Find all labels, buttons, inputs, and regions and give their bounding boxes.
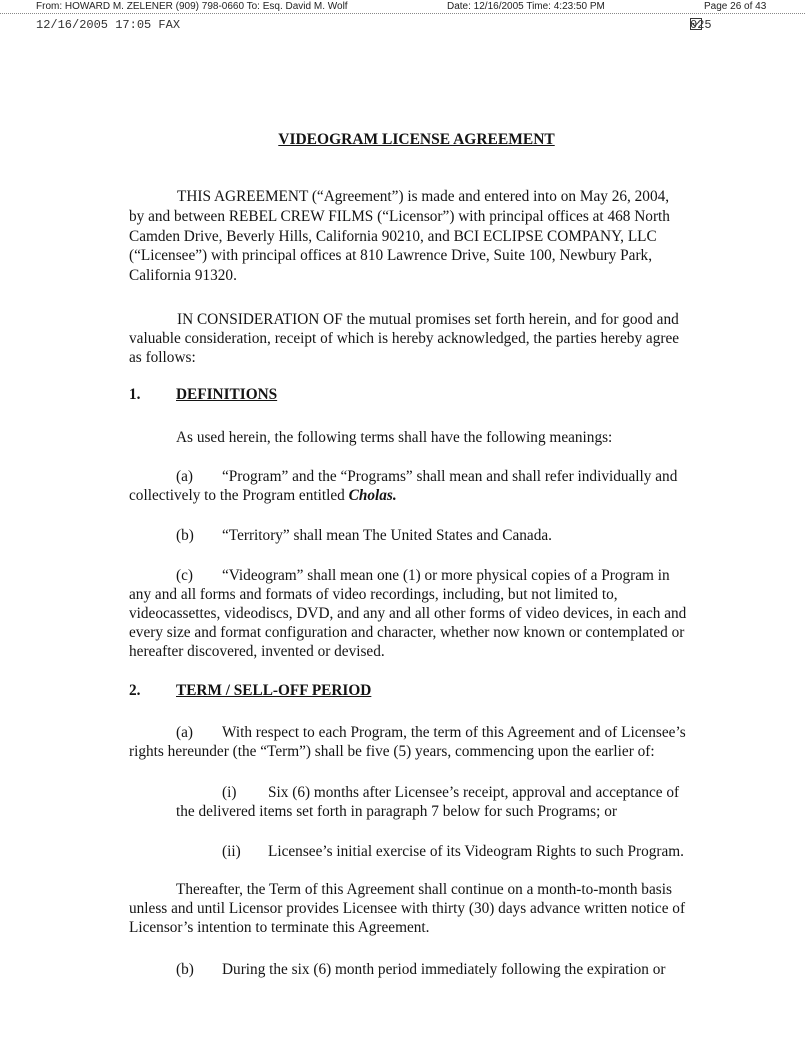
definition-c-line-4: every size and format configuration and character, whether now known or contemplated or (129, 624, 685, 641)
term-i-line-1: Six (6) months after Licensee’s receipt, approval and acceptance of (268, 784, 680, 801)
term-ii-line-1: Licensee’s initial exercise of its Videogram Rights to such Program. (268, 843, 684, 860)
definition-c-label: (c) (176, 567, 193, 584)
term-b-line-1: During the six (6) month period immediately following the expiration or (222, 961, 666, 978)
intro-line-5: California 91320. (129, 267, 237, 284)
program-title: Cholas. (348, 487, 397, 504)
term-a-line-1: With respect to each Program, the term of this Agreement and of Licensee’s (222, 724, 686, 741)
thereafter-line-3: Licensor’s intention to terminate this Agreement. (129, 919, 430, 936)
definition-a-label: (a) (176, 468, 193, 485)
fax-stamp-page: 025 (690, 18, 712, 32)
section-2-number: 2. (129, 682, 141, 699)
definition-c-line-3: videocassettes, videodiscs, DVD, and any and all other forms of video devices, in each and (129, 605, 687, 622)
definition-b-line-1: “Territory” shall mean The United States and Canada. (222, 527, 552, 544)
consideration-line-3: as follows: (129, 349, 196, 366)
term-i-line-2: the delivered items set forth in paragraph 7 below for such Programs; or (176, 803, 617, 820)
definition-a-line-2 (129, 486, 397, 505)
intro-line-2: by and between REBEL CREW FILMS (“Licensor”) with principal offices at 468 North (129, 208, 670, 225)
intro-line-1: THIS AGREEMENT (“Agreement”) is made and entered into on May 26, 2004, (177, 188, 670, 205)
thereafter-line-1: Thereafter, the Term of this Agreement shall continue on a month-to-month basis (176, 881, 672, 898)
definition-c-line-1: “Videogram” shall mean one (1) or more physical copies of a Program in (222, 567, 670, 584)
intro-line-4: (“Licensee”) with principal offices at 810 Lawrence Drive, Suite 100, Newbury Park, (129, 247, 653, 264)
term-b-label: (b) (176, 961, 194, 978)
fax-date-line: Date: 12/16/2005 Time: 4:23:50 PM (447, 1, 605, 12)
term-a-label: (a) (176, 724, 193, 741)
definition-a-line-1: “Program” and the “Programs” shall mean and shall refer individually and (222, 468, 678, 485)
term-i-label: (i) (222, 784, 237, 801)
document-title: VIDEOGRAM LICENSE AGREEMENT (278, 131, 555, 148)
fax-stamp-datetime: 12/16/2005 17:05 FAX (36, 18, 181, 32)
term-a-line-2: rights hereunder (the “Term”) shall be five (5) years, commencing upon the earlier of: (129, 743, 655, 760)
definition-a-line-2-text: collectively to the Program entitled (129, 487, 349, 504)
section-2-heading: TERM / SELL-OFF PERIOD (176, 682, 372, 699)
definitions-lead: As used herein, the following terms shall have the following meanings: (176, 429, 613, 446)
thereafter-line-2: unless and until Licensor provides Licensee with thirty (30) days advance written notice of (129, 900, 686, 917)
consideration-line-1: IN CONSIDERATION OF the mutual promises set forth herein, and for good and (177, 311, 679, 328)
definition-b-label: (b) (176, 527, 194, 544)
consideration-line-2: valuable consideration, receipt of which is hereby acknowledged, the parties hereby agree (129, 330, 680, 347)
intro-line-3: Camden Drive, Beverly Hills, California 90210, and BCI ECLIPSE COMPANY, LLC (129, 228, 657, 245)
definition-c-line-5: hereafter discovered, invented or devised. (129, 643, 385, 660)
section-1-number: 1. (129, 386, 141, 403)
section-1-heading: DEFINITIONS (176, 386, 278, 403)
definition-c-line-2: any and all forms and formats of video recordings, including, but not limited to, (129, 586, 618, 603)
term-ii-label: (ii) (222, 843, 241, 860)
fax-from-line: From: HOWARD M. ZELENER (909) 798-0660 To: Esq. David M. Wolf (36, 1, 348, 12)
fax-page-count: Page 26 of 43 (704, 1, 767, 12)
